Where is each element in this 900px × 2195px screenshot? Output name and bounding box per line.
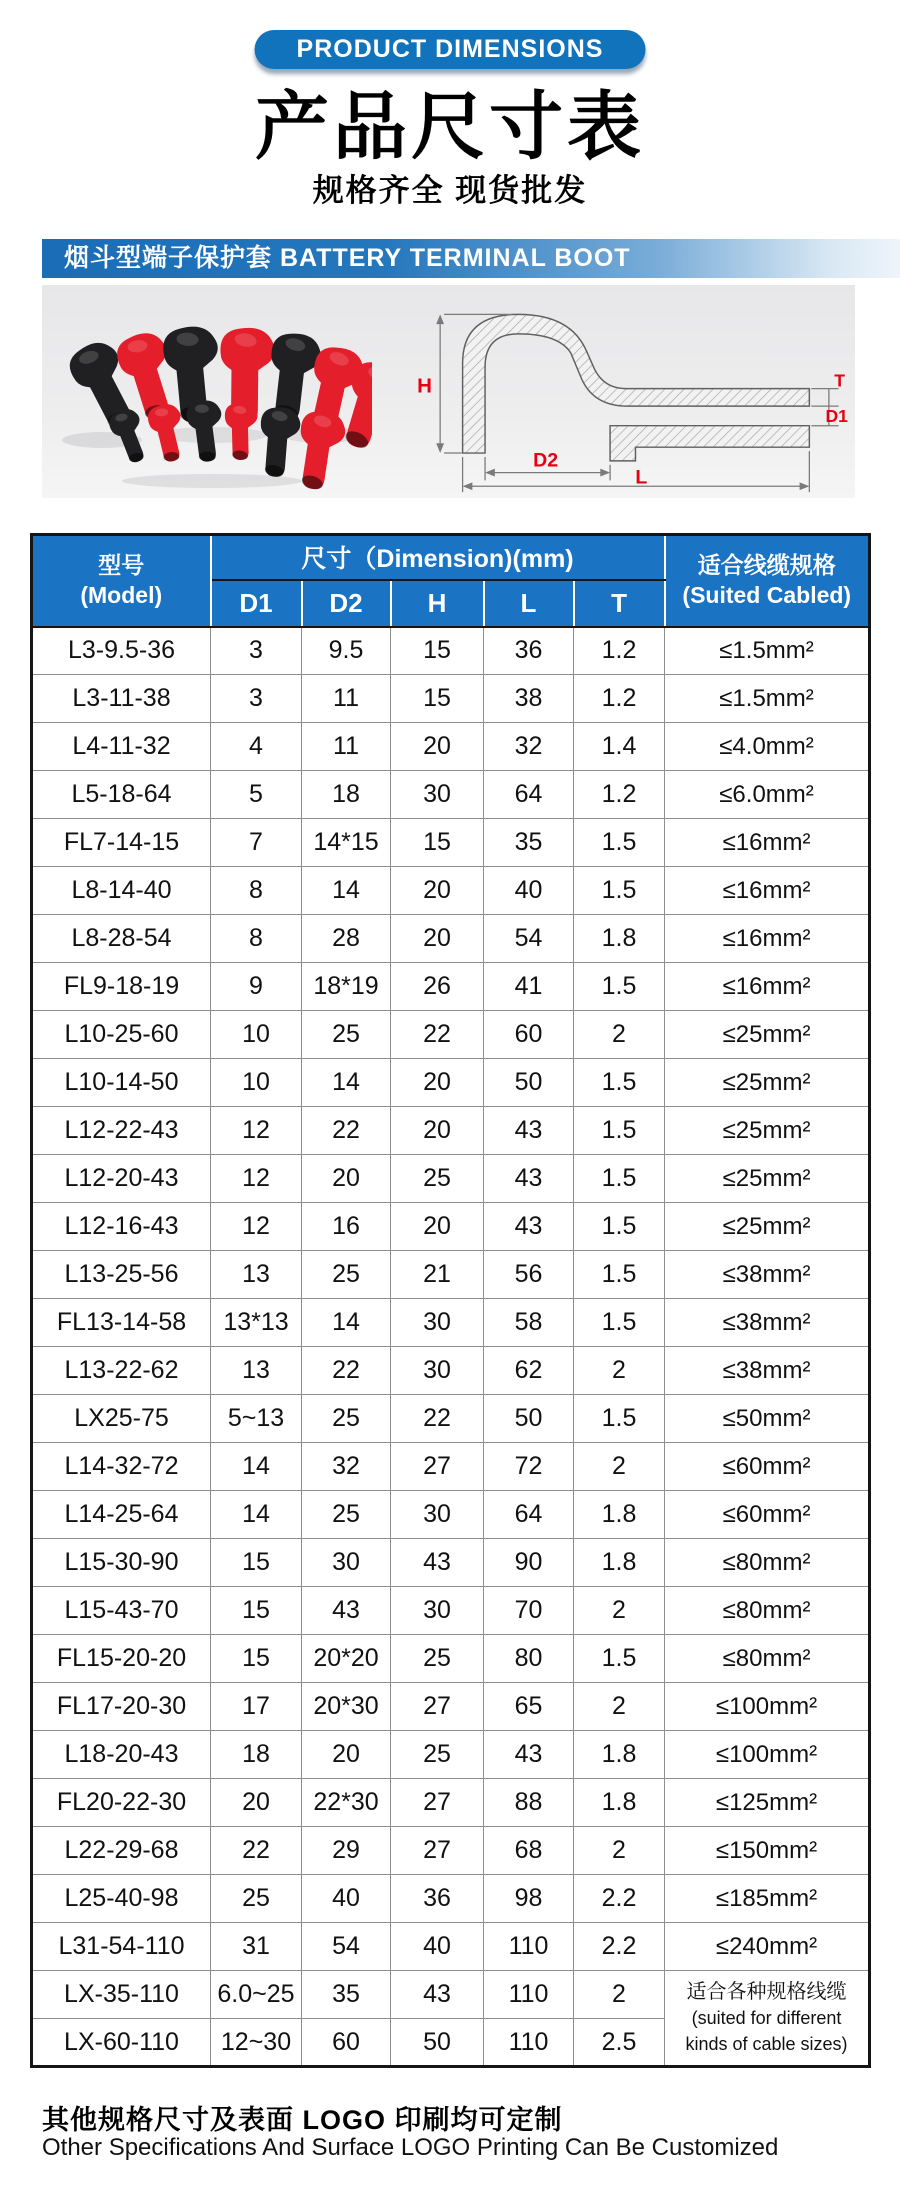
model-cell: L8-28-54 [32, 915, 211, 963]
h-cell: 15 [391, 627, 484, 675]
suited-cell: ≤16mm² [665, 915, 870, 963]
suited-cell: ≤80mm² [665, 1587, 870, 1635]
l-cell: 50 [484, 1395, 574, 1443]
h-cell: 50 [391, 2019, 484, 2067]
table-row [32, 1971, 870, 2019]
d2-cell: 25 [302, 1011, 391, 1059]
d1-cell: 15 [211, 1635, 302, 1683]
model-cell: L22-29-68 [32, 1827, 211, 1875]
l-cell: 56 [484, 1251, 574, 1299]
l-cell: 60 [484, 1011, 574, 1059]
h-cell: 25 [391, 1635, 484, 1683]
h-cell: 20 [391, 1203, 484, 1251]
l-cell: 90 [484, 1539, 574, 1587]
t-cell: 1.8 [574, 1779, 665, 1827]
l-cell: 110 [484, 2019, 574, 2067]
suited-cell: ≤38mm² [665, 1347, 870, 1395]
t-cell: 1.8 [574, 915, 665, 963]
l-cell: 54 [484, 915, 574, 963]
h-cell: 30 [391, 1491, 484, 1539]
model-cell: FL7-14-15 [32, 819, 211, 867]
suited-cell: ≤25mm² [665, 1155, 870, 1203]
d1-cell: 13 [211, 1251, 302, 1299]
model-cell: L10-25-60 [32, 1011, 211, 1059]
d2-cell: 29 [302, 1827, 391, 1875]
l-cell: 65 [484, 1683, 574, 1731]
l-cell: 43 [484, 1203, 574, 1251]
suited-cell: ≤185mm² [665, 1875, 870, 1923]
h-cell: 21 [391, 1251, 484, 1299]
table-row [32, 1827, 870, 1875]
table-row [32, 627, 870, 675]
l-cell: 68 [484, 1827, 574, 1875]
col-header-model-en: (Model) [80, 581, 163, 608]
t-cell: 1.5 [574, 1635, 665, 1683]
col-header-d2: D2 [302, 580, 391, 627]
col-header-suited [665, 535, 870, 627]
d2-cell: 14*15 [302, 819, 391, 867]
d2-cell: 22*30 [302, 1779, 391, 1827]
d1-cell: 4 [211, 723, 302, 771]
d1-cell: 14 [211, 1443, 302, 1491]
model-cell: L8-14-40 [32, 867, 211, 915]
t-cell: 2 [574, 1683, 665, 1731]
l-cell: 43 [484, 1107, 574, 1155]
h-cell: 43 [391, 1539, 484, 1587]
d1-cell: 17 [211, 1683, 302, 1731]
model-cell: FL17-20-30 [32, 1683, 211, 1731]
model-cell: L3-11-38 [32, 675, 211, 723]
suited-cell: ≤1.5mm² [665, 675, 870, 723]
d2-cell: 43 [302, 1587, 391, 1635]
suited-cell: ≤100mm² [665, 1731, 870, 1779]
h-cell: 27 [391, 1683, 484, 1731]
l-cell: 88 [484, 1779, 574, 1827]
suited-cell: ≤150mm² [665, 1827, 870, 1875]
model-cell: L10-14-50 [32, 1059, 211, 1107]
footer-note-en: Other Specifications And Surface LOGO Printing Can Be Customized [42, 2134, 779, 2161]
table-row [32, 1059, 870, 1107]
t-cell: 2 [574, 1827, 665, 1875]
d1-cell: 12~30 [211, 2019, 302, 2067]
spec-table-body [32, 627, 870, 2067]
d2-cell: 32 [302, 1443, 391, 1491]
diagram-label-d1: D1 [824, 405, 848, 426]
table-row [32, 1875, 870, 1923]
d2-cell: 14 [302, 1059, 391, 1107]
d1-cell: 10 [211, 1059, 302, 1107]
h-cell: 40 [391, 1923, 484, 1971]
dimension-diagram [372, 285, 855, 498]
d2-cell: 40 [302, 1875, 391, 1923]
suited-cell: ≤38mm² [665, 1299, 870, 1347]
model-cell: L12-22-43 [32, 1107, 211, 1155]
col-header-model [32, 535, 211, 627]
diagram-label-d2: D2 [532, 449, 558, 472]
product-dimensions-badge: PRODUCT DIMENSIONS [255, 30, 646, 69]
d2-cell: 60 [302, 2019, 391, 2067]
suited-cell: ≤4.0mm² [665, 723, 870, 771]
h-cell: 26 [391, 963, 484, 1011]
t-cell: 1.8 [574, 1491, 665, 1539]
col-header-dimension-group: 尺寸（Dimension)(mm) [211, 535, 665, 580]
t-cell: 2 [574, 1347, 665, 1395]
suited-cell: ≤1.5mm² [665, 627, 870, 675]
model-cell: L5-18-64 [32, 771, 211, 819]
model-cell: LX25-75 [32, 1395, 211, 1443]
col-header-l: L [484, 580, 574, 627]
d1-cell: 5 [211, 771, 302, 819]
table-row [32, 1107, 870, 1155]
table-row [32, 1155, 870, 1203]
d2-cell: 30 [302, 1539, 391, 1587]
model-cell: FL9-18-19 [32, 963, 211, 1011]
suited-cell: ≤16mm² [665, 963, 870, 1011]
d2-cell: 18 [302, 771, 391, 819]
model-cell: L15-43-70 [32, 1587, 211, 1635]
t-cell: 2 [574, 1587, 665, 1635]
h-cell: 27 [391, 1443, 484, 1491]
col-header-h: H [391, 580, 484, 627]
l-cell: 64 [484, 771, 574, 819]
suited-cell: ≤50mm² [665, 1395, 870, 1443]
d1-cell: 7 [211, 819, 302, 867]
d1-cell: 14 [211, 1491, 302, 1539]
model-cell: L12-20-43 [32, 1155, 211, 1203]
table-row [32, 1491, 870, 1539]
t-cell: 1.5 [574, 1251, 665, 1299]
table-row [32, 963, 870, 1011]
model-cell: FL15-20-20 [32, 1635, 211, 1683]
l-cell: 58 [484, 1299, 574, 1347]
model-cell: L12-16-43 [32, 1203, 211, 1251]
diagram-label-h: H [416, 373, 432, 397]
d1-cell: 12 [211, 1107, 302, 1155]
table-row [32, 771, 870, 819]
d2-cell: 54 [302, 1923, 391, 1971]
model-cell: L4-11-32 [32, 723, 211, 771]
d1-cell: 20 [211, 1779, 302, 1827]
t-cell: 1.5 [574, 1059, 665, 1107]
d1-cell: 8 [211, 915, 302, 963]
h-cell: 36 [391, 1875, 484, 1923]
suited-cell: ≤25mm² [665, 1107, 870, 1155]
table-row [32, 723, 870, 771]
t-cell: 2.2 [574, 1923, 665, 1971]
table-row [32, 1251, 870, 1299]
suited-cell: ≤16mm² [665, 867, 870, 915]
model-cell: L15-30-90 [32, 1539, 211, 1587]
table-row [32, 867, 870, 915]
diagram-label-t: T [833, 370, 845, 391]
model-cell: FL13-14-58 [32, 1299, 211, 1347]
t-cell: 2.5 [574, 2019, 665, 2067]
spec-table-header [32, 535, 870, 627]
d2-cell: 20 [302, 1731, 391, 1779]
l-cell: 32 [484, 723, 574, 771]
model-cell: L13-22-62 [32, 1347, 211, 1395]
t-cell: 1.4 [574, 723, 665, 771]
page-subtitle: 规格齐全 现货批发 [312, 173, 588, 208]
model-cell: L13-25-56 [32, 1251, 211, 1299]
l-cell: 43 [484, 1731, 574, 1779]
l-cell: 70 [484, 1587, 574, 1635]
d2-cell: 35 [302, 1971, 391, 2019]
suited-cell: ≤25mm² [665, 1203, 870, 1251]
h-cell: 15 [391, 675, 484, 723]
model-cell: LX-60-110 [32, 2019, 211, 2067]
d2-cell: 11 [302, 723, 391, 771]
d1-cell: 22 [211, 1827, 302, 1875]
table-row [32, 915, 870, 963]
suited-cell: ≤38mm² [665, 1251, 870, 1299]
l-cell: 80 [484, 1635, 574, 1683]
d1-cell: 13*13 [211, 1299, 302, 1347]
d2-cell: 14 [302, 1299, 391, 1347]
dimension-diagram-drawing [379, 287, 849, 497]
l-cell: 38 [484, 675, 574, 723]
d2-cell: 22 [302, 1107, 391, 1155]
table-row [32, 1443, 870, 1491]
suited-cell: ≤80mm² [665, 1635, 870, 1683]
l-cell: 72 [484, 1443, 574, 1491]
l-cell: 35 [484, 819, 574, 867]
l-cell: 50 [484, 1059, 574, 1107]
d1-cell: 15 [211, 1539, 302, 1587]
product-photo-illustration [42, 285, 372, 498]
suited-cell: ≤60mm² [665, 1491, 870, 1539]
h-cell: 20 [391, 723, 484, 771]
t-cell: 1.5 [574, 819, 665, 867]
suited-cell: ≤60mm² [665, 1443, 870, 1491]
l-cell: 110 [484, 1971, 574, 2019]
t-cell: 2.2 [574, 1875, 665, 1923]
t-cell: 1.5 [574, 1155, 665, 1203]
table-row [32, 1299, 870, 1347]
d1-cell: 15 [211, 1587, 302, 1635]
table-row [32, 1587, 870, 1635]
suited-cell: ≤6.0mm² [665, 771, 870, 819]
table-row [32, 1635, 870, 1683]
table-row [32, 1923, 870, 1971]
d1-cell: 3 [211, 675, 302, 723]
d1-cell: 10 [211, 1011, 302, 1059]
l-cell: 64 [484, 1491, 574, 1539]
d2-cell: 11 [302, 675, 391, 723]
h-cell: 20 [391, 1059, 484, 1107]
d1-cell: 5~13 [211, 1395, 302, 1443]
col-header-suited-en: (Suited Cabled) [682, 581, 852, 608]
diagram-label-l: L [634, 465, 647, 488]
suited-cell: ≤16mm² [665, 819, 870, 867]
table-row [32, 675, 870, 723]
d1-cell: 8 [211, 867, 302, 915]
model-cell: L25-40-98 [32, 1875, 211, 1923]
table-row [32, 1779, 870, 1827]
d2-cell: 20*20 [302, 1635, 391, 1683]
table-row [32, 1539, 870, 1587]
t-cell: 2 [574, 1971, 665, 2019]
t-cell: 1.5 [574, 1299, 665, 1347]
d2-cell: 18*19 [302, 963, 391, 1011]
t-cell: 2 [574, 1011, 665, 1059]
table-row [32, 1683, 870, 1731]
d2-cell: 25 [302, 1251, 391, 1299]
h-cell: 30 [391, 1587, 484, 1635]
h-cell: 30 [391, 1347, 484, 1395]
table-row [32, 1395, 870, 1443]
page-title: 产品尺寸表 [255, 85, 645, 168]
d2-cell: 20 [302, 1155, 391, 1203]
d1-cell: 13 [211, 1347, 302, 1395]
h-cell: 20 [391, 915, 484, 963]
suited-cell: ≤25mm² [665, 1011, 870, 1059]
t-cell: 1.8 [574, 1731, 665, 1779]
t-cell: 2 [574, 1443, 665, 1491]
table-row [32, 1011, 870, 1059]
d1-cell: 3 [211, 627, 302, 675]
d1-cell: 25 [211, 1875, 302, 1923]
d2-cell: 25 [302, 1491, 391, 1539]
d1-cell: 6.0~25 [211, 1971, 302, 2019]
d1-cell: 18 [211, 1731, 302, 1779]
suited-cell: ≤125mm² [665, 1779, 870, 1827]
d1-cell: 12 [211, 1155, 302, 1203]
model-cell: L14-25-64 [32, 1491, 211, 1539]
h-cell: 43 [391, 1971, 484, 2019]
showcase [42, 285, 855, 498]
model-cell: LX-35-110 [32, 1971, 211, 2019]
col-header-suited-cn: 适合线缆规格 [697, 551, 836, 578]
table-row [32, 1347, 870, 1395]
col-header-d1: D1 [211, 580, 302, 627]
product-photo [42, 285, 372, 498]
h-cell: 27 [391, 1779, 484, 1827]
h-cell: 22 [391, 1395, 484, 1443]
h-cell: 27 [391, 1827, 484, 1875]
model-cell: L31-54-110 [32, 1923, 211, 1971]
model-cell: L14-32-72 [32, 1443, 211, 1491]
t-cell: 1.5 [574, 1107, 665, 1155]
table-row [32, 1203, 870, 1251]
l-cell: 62 [484, 1347, 574, 1395]
h-cell: 30 [391, 771, 484, 819]
suited-cell: ≤80mm² [665, 1539, 870, 1587]
suited-merged-cell: 适合各种规格线缆 (suited for different kinds of cable sizes) [665, 1971, 870, 2067]
col-header-t: T [574, 580, 665, 627]
d2-cell: 22 [302, 1347, 391, 1395]
h-cell: 20 [391, 867, 484, 915]
table-row [32, 1731, 870, 1779]
table-row [32, 819, 870, 867]
suited-cell: ≤240mm² [665, 1923, 870, 1971]
l-cell: 36 [484, 627, 574, 675]
t-cell: 1.5 [574, 1395, 665, 1443]
t-cell: 1.5 [574, 867, 665, 915]
d2-cell: 9.5 [302, 627, 391, 675]
model-cell: L3-9.5-36 [32, 627, 211, 675]
l-cell: 43 [484, 1155, 574, 1203]
h-cell: 15 [391, 819, 484, 867]
footer-note-cn: 其他规格尺寸及表面 LOGO 印刷均可定制 [42, 2105, 563, 2135]
l-cell: 98 [484, 1875, 574, 1923]
model-cell: FL20-22-30 [32, 1779, 211, 1827]
suited-cell: ≤100mm² [665, 1683, 870, 1731]
d1-cell: 31 [211, 1923, 302, 1971]
t-cell: 1.2 [574, 675, 665, 723]
d2-cell: 16 [302, 1203, 391, 1251]
h-cell: 30 [391, 1299, 484, 1347]
suited-cell: ≤25mm² [665, 1059, 870, 1107]
d2-cell: 28 [302, 915, 391, 963]
t-cell: 1.5 [574, 963, 665, 1011]
model-cell: L18-20-43 [32, 1731, 211, 1779]
t-cell: 1.2 [574, 771, 665, 819]
d2-cell: 25 [302, 1395, 391, 1443]
h-cell: 20 [391, 1107, 484, 1155]
d2-cell: 20*30 [302, 1683, 391, 1731]
col-header-model-cn: 型号 [98, 551, 145, 578]
d2-cell: 14 [302, 867, 391, 915]
spec-table [30, 533, 871, 2068]
section-banner: 烟斗型端子保护套 BATTERY TERMINAL BOOT [42, 239, 900, 278]
t-cell: 1.8 [574, 1539, 665, 1587]
h-cell: 22 [391, 1011, 484, 1059]
h-cell: 25 [391, 1731, 484, 1779]
t-cell: 1.5 [574, 1203, 665, 1251]
t-cell: 1.2 [574, 627, 665, 675]
l-cell: 41 [484, 963, 574, 1011]
h-cell: 25 [391, 1155, 484, 1203]
d1-cell: 9 [211, 963, 302, 1011]
l-cell: 110 [484, 1923, 574, 1971]
l-cell: 40 [484, 867, 574, 915]
d1-cell: 12 [211, 1203, 302, 1251]
